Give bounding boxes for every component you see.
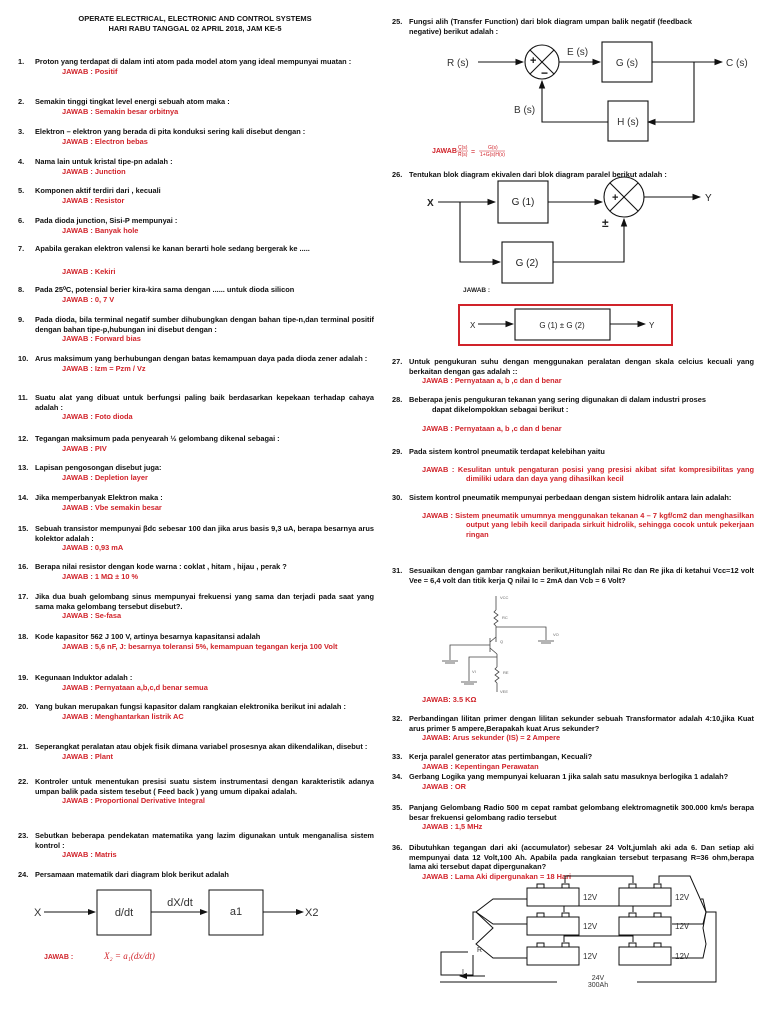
re-label: RE xyxy=(503,670,509,675)
title-line-2: HARI RABU TANGGAL 02 APRIL 2018, JAM KE-5 xyxy=(108,24,282,33)
q26-block2-label: G (2) xyxy=(515,258,539,269)
question-number: 5. xyxy=(18,186,25,195)
question-item xyxy=(392,170,752,180)
lhs-numerator: C(s) xyxy=(458,145,468,151)
rhs-denominator: 1+G(s)H(s) xyxy=(480,152,505,158)
question-item xyxy=(392,395,754,434)
question-number: 31. xyxy=(392,566,403,575)
question-number: 4. xyxy=(18,157,25,166)
question-item xyxy=(18,673,374,692)
battery xyxy=(527,913,598,935)
question-text: Perbandingan lilitan primer dengan lilitan sekunder sebuah Transformator adalah 4:10,jika Kuat arus primer 5 ampere,Berapakah kuat Arus sekunder? xyxy=(409,714,754,733)
question-number: 17. xyxy=(18,592,29,601)
question-number: 23. xyxy=(18,831,29,840)
answer-text: JAWAB : Depletion layer xyxy=(62,472,148,482)
question-text: Sebuah transistor mempunyai βdc sebesar 100 dan jika arus basis 9,3 uA, berapa besarnya arus kolektor adalah : xyxy=(35,524,374,543)
question-item xyxy=(392,357,754,386)
question-number: 8. xyxy=(18,285,25,294)
question-item xyxy=(18,592,374,621)
plusminus-sign: ± xyxy=(602,216,609,230)
q26-answer-block: G (1) ± G (2) xyxy=(539,321,585,330)
q25-input-label: R (s) xyxy=(447,58,469,69)
q26-block1-label: G (1) xyxy=(511,197,535,208)
q26-answer-output: Y xyxy=(649,321,655,330)
question-item xyxy=(18,632,374,651)
question-item xyxy=(18,493,374,512)
question-item xyxy=(18,742,374,761)
g1-block xyxy=(498,181,548,223)
question-item xyxy=(18,285,374,304)
q26-input-label: X xyxy=(427,198,434,209)
question-number: 30. xyxy=(392,493,403,502)
q24-equation: X₂ = a₁(dx/dt) xyxy=(104,951,155,961)
battery xyxy=(527,884,598,906)
question-item xyxy=(392,752,754,771)
question-text: Lapisan pengosongan disebut juga: xyxy=(35,463,162,472)
plus-sign: + xyxy=(530,55,537,67)
battery-group xyxy=(527,884,690,965)
question-number: 27. xyxy=(392,357,403,366)
q24-mid-label: dX/dt xyxy=(167,897,193,909)
question-text: Kegunaan Induktor adalah : xyxy=(35,673,133,682)
question-text: Pada dioda, bila terminal negatif sumber dihubungkan dengan bahan tipe-n,dan terminal positif dengan bahan tipe-p,hubungan ini disebut dengan : xyxy=(35,315,374,334)
question-text: Persamaan matematik dari diagram blok berikut adalah xyxy=(35,870,229,879)
question-number: 28. xyxy=(392,395,403,404)
question-text: Nama lain untuk kristal tipe-pn adalah : xyxy=(35,157,173,166)
answer-text: JAWAB : Semakin besar orbitnya xyxy=(62,106,179,116)
question-number: 16. xyxy=(18,562,29,571)
battery-voltage-label: 12V xyxy=(675,952,690,961)
combined-block xyxy=(515,309,610,340)
answer-text: JAWAB : Kesulitan untuk pengaturan posisi yang presisi akibat sifat kompresibilitas yang dimiliki udara dan daya yang dihasilkan kecil xyxy=(422,464,754,484)
lhs-denominator: R(s) xyxy=(458,152,468,158)
question-text: Kontroler untuk menentukan presisi suatu sistem instrumentasi dengan karakteristik adanya umpan balik pada sistem tesebut ( Feed back ) yang umum dipakai adalah. xyxy=(35,777,374,796)
vcc-label: VCC xyxy=(500,595,509,600)
answer-text: JAWAB : Vbe semakin besar xyxy=(62,502,162,512)
q24-diagram xyxy=(44,890,303,935)
q26-diagram xyxy=(438,177,700,345)
answer-text: JAWAB : OR xyxy=(422,781,466,791)
question-item xyxy=(18,157,374,176)
question-number: 15. xyxy=(18,524,29,533)
q26-answer-input: X xyxy=(470,321,476,330)
answer-text: JAWAB : Matris xyxy=(62,850,117,860)
minus-sign: − xyxy=(541,66,549,80)
question-text: Jika dua buah gelombang sinus mempunyai frekuensi yang sama dan terjadi pada saat yang sama maka gelombang tersebut disebut?. xyxy=(35,592,374,611)
question-number: 11. xyxy=(18,393,28,402)
question-item xyxy=(18,702,374,721)
question-number: 2. xyxy=(18,97,25,106)
g-block xyxy=(602,42,652,82)
question-text: Berapa nilai resistor dengan kode warna : coklat , hitam , hijau , perak ? xyxy=(35,562,287,571)
answer-text: JAWAB : Pernyataan a, b ,c dan d benar xyxy=(422,424,562,434)
answer-text: JAWAB : 5,6 nF, J: besarnya toleransi 5%, kemampuan tegangan kerja 100 Volt xyxy=(62,641,338,651)
question-text: Arus maksimum yang berhubungan dengan batas kemampuan daya pada dioda zener adalah : xyxy=(35,354,368,363)
question-item xyxy=(18,354,374,373)
question-item xyxy=(18,244,374,276)
title-line-1: OPERATE ELECTRICAL, ELECTRONIC AND CONTROL SYSTEMS xyxy=(78,14,312,23)
g2-block xyxy=(502,242,553,283)
q25-output-label: C (s) xyxy=(726,58,748,69)
question-item xyxy=(392,493,754,539)
question-item xyxy=(18,127,374,146)
question-text: Untuk pengukuran suhu dengan menggunakan peralatan dengan skala celcius kecuali yang berkaitan dengan gas adalah :: xyxy=(409,357,754,376)
question-text: Seperangkat peralatan atau objek fisik dimana variabel prosesnya akan dikendalikan, disebut : xyxy=(35,742,368,751)
answer-text: JAWAB : Izm = Pzm / Vz xyxy=(62,363,146,373)
q24-block2-label: a1 xyxy=(229,906,243,918)
summing-junction xyxy=(525,45,559,79)
answer-text: JAWAB : Sistem pneumatik umumnya menggunakan tekanan 4 – 7 kgf/cm2 dan menghasilkan output yang lebih kecil daripada sirkuit hidrolik, sehingga cocok untuk pekerjaan ringan xyxy=(422,510,754,539)
question-text: Semakin tinggi tingkat level energi sebuah atom maka : xyxy=(35,97,230,106)
svg-text:=: = xyxy=(471,149,476,156)
question-item xyxy=(18,97,374,116)
question-number: 10. xyxy=(18,354,29,363)
question-item xyxy=(18,463,374,482)
answer-text: JAWAB : Foto dioda xyxy=(62,412,133,422)
answer-text: JAWAB : Lama Aki dipergunakan = 18 Hari xyxy=(422,871,572,881)
q-label: Q xyxy=(500,639,504,644)
vee-label: VEE xyxy=(500,689,509,694)
answer-text: JAWAB : Menghantarkan listrik AC xyxy=(62,711,184,721)
answer-text: JAWAB : 0,93 mA xyxy=(62,543,124,553)
question-item xyxy=(18,831,374,860)
answer-text: JAWAB : 1,5 MHz xyxy=(422,822,483,832)
battery-voltage-label: 12V xyxy=(583,893,598,902)
question-number: 26. xyxy=(392,170,403,179)
answer-text: JAWAB : Resistor xyxy=(62,195,125,205)
vo-label: VO xyxy=(553,632,559,637)
question-text: Elektron – elektron yang berada di pita konduksi sering kali disebut dengan : xyxy=(35,127,306,136)
answer-text: JAWAB : 1 MΩ ± 10 % xyxy=(62,571,139,581)
plus-sign: + xyxy=(612,192,619,204)
question-item xyxy=(18,393,374,422)
answer-text: JAWAB : PIV xyxy=(62,443,107,453)
battery xyxy=(619,884,690,906)
rating-voltage: 24V xyxy=(591,975,605,982)
summing-junction-parallel xyxy=(604,177,644,217)
q25-diagram xyxy=(478,42,722,141)
question-text: Beberapa jenis pengukuran tekanan yang sering digunakan di dalam industri proses xyxy=(409,395,706,404)
q26-output-label: Y xyxy=(705,193,712,204)
question-text: Kode kapasitor 562 J 100 V, artinya besarnya kapasitansi adalah xyxy=(35,632,261,641)
answer-text: JAWAB : Se-fasa xyxy=(62,611,122,621)
question-text: Tegangan maksimum pada penyearah ½ gelombang dikenal sebagai : xyxy=(35,434,280,443)
question-text: Pada sistem kontrol pneumatik terdapat kelebihan yaitu xyxy=(409,447,605,456)
question-text: Yang bukan merupakan fungsi kapasitor dalam rangkaian elektronika berikut ini adalah : xyxy=(35,702,346,711)
question-text: Kerja paralel generator atas pertimbangan, Kecuali? xyxy=(409,752,593,761)
battery xyxy=(619,913,690,935)
answer-text: JAWAB : Pernyataan a,b,c,d benar semua xyxy=(62,682,208,692)
question-number: 19. xyxy=(18,673,29,682)
question-number: 21. xyxy=(18,742,29,751)
question-item xyxy=(392,803,754,832)
question-item xyxy=(18,186,374,205)
answer-text: JAWAB : Plant xyxy=(62,751,113,761)
q24-input-label: X xyxy=(34,907,42,919)
question-number: 34. xyxy=(392,772,403,781)
question-text: Suatu alat yang dibuat untuk berfungsi paling baik berdasarkan kepekaan terhadap cahaya adalah : xyxy=(35,393,374,412)
question-text: Pada 25⁰C, potensial berier kira-kira sama dengan ...... untuk dioda silicon xyxy=(35,285,295,294)
vi-label: VI xyxy=(472,669,476,674)
rhs-numerator: G(s) xyxy=(488,145,498,151)
question-text: Sebutkan beberapa pendekatan matematika yang lazim digunakan untuk menganalisa sistem kontrol : xyxy=(35,831,374,850)
question-number: 12. xyxy=(18,434,29,443)
question-subtext: dapat dikelompokkan sebagai berikut : xyxy=(432,404,569,414)
question-item xyxy=(18,777,374,806)
battery xyxy=(527,943,598,965)
current-label: I xyxy=(462,969,464,976)
answer-text: JAWAB : Proportional Derivative Integral xyxy=(62,796,205,806)
battery-voltage-label: 12V xyxy=(583,922,598,931)
question-text: Gerbang Logika yang mempunyai keluaran 1 jika salah satu masuknya berlogika 1 adalah? xyxy=(409,772,729,781)
answer-text: JAWAB : Electron bebas xyxy=(62,136,148,146)
resistor-label: R xyxy=(477,947,483,954)
d-dt-block xyxy=(97,890,151,935)
question-number: 14. xyxy=(18,493,29,502)
q25-feedback-label: H (s) xyxy=(617,117,639,128)
q36-battery-circuit xyxy=(440,876,716,982)
question-text: Jika memperbanyak Elektron maka : xyxy=(35,493,163,502)
question-number: 22. xyxy=(18,777,29,786)
document-title xyxy=(40,14,350,34)
question-text: Komponen aktif terdiri dari , kecuali xyxy=(35,186,161,195)
question-text: Pada dioda junction, Sisi-P mempunyai : xyxy=(35,216,178,225)
q24-output-label: X2 xyxy=(305,907,319,919)
h-block xyxy=(608,101,648,141)
question-item xyxy=(18,562,374,581)
question-number: 33. xyxy=(392,752,403,761)
q26-answer-label: JAWAB : xyxy=(463,287,491,294)
q25-error-label: E (s) xyxy=(567,47,589,58)
question-number: 9. xyxy=(18,315,25,324)
battery-voltage-label: 12V xyxy=(583,952,598,961)
question-text: Apabila gerakan elektron valensi ke kanan berarti hole sedang bergerak ke ..... xyxy=(35,244,310,253)
question-number: 36. xyxy=(392,843,403,852)
question-number: 24. xyxy=(18,870,29,879)
a1-block xyxy=(209,890,263,935)
question-number: 13. xyxy=(18,463,29,472)
q24-answer-label: JAWAB : xyxy=(44,954,74,961)
answer-text: JAWAB: 3.5 KΩ xyxy=(422,695,477,705)
question-item xyxy=(18,870,374,880)
question-text: Fungsi alih (Transfer Function) dari blok diagram umpan balik negatif (feedback negative) berikut adalah : xyxy=(409,17,692,36)
question-item xyxy=(392,843,754,881)
q25-feedback-signal-label: B (s) xyxy=(514,105,536,116)
answer-box xyxy=(459,305,672,345)
rc-label: RC xyxy=(502,615,508,620)
battery-voltage-label: 12V xyxy=(675,893,690,902)
answer-text: JAWAB : Pernyataan a, b ,c dan d benar xyxy=(422,376,562,386)
question-item xyxy=(18,315,374,344)
question-item xyxy=(18,216,374,235)
battery-voltage-label: 12V xyxy=(675,922,690,931)
question-text: Tentukan blok diagram ekivalen dari blok diagram paralel berikut adalah : xyxy=(409,170,667,179)
question-item xyxy=(18,434,374,453)
answer-text: JAWAB: Arus sekunder (IS) = 2 Ampere xyxy=(422,733,561,743)
answer-text: JAWAB : Kekiri xyxy=(62,266,116,276)
question-number: 18. xyxy=(18,632,29,641)
question-number: 3. xyxy=(18,127,25,136)
question-number: 7. xyxy=(18,244,25,253)
q24-block1-label: d/dt xyxy=(114,907,134,919)
question-text: Sesuaikan dengan gambar rangkaian berikut,Hitunglah nilai Rc dan Re jika di ketahui Vcc=12 volt Vee = 6,4 volt dan titik kerja Q nilai Ic = 2mA dan Vcb = 6 Volt? xyxy=(409,566,754,585)
answer-text: JAWAB : Positif xyxy=(62,66,118,76)
question-item xyxy=(392,714,754,743)
answer-text: JAWAB : Kepentingan Perawatan xyxy=(422,761,539,771)
question-item xyxy=(392,447,754,484)
question-item xyxy=(18,57,374,76)
question-number: 25. xyxy=(392,17,403,26)
question-text: Sistem kontrol pneumatik mempunyai perbedaan dengan sistem hidrolik antara lain adalah: xyxy=(409,493,732,502)
question-item xyxy=(392,772,754,791)
rating-capacity: 300Ah xyxy=(587,982,609,989)
question-number: 29. xyxy=(392,447,403,456)
question-number: 6. xyxy=(18,216,25,225)
question-text: Proton yang terdapat di dalam inti atom pada model atom yang ideal mempunyai muatan : xyxy=(35,57,352,66)
question-number: 32. xyxy=(392,714,403,723)
question-number: 20. xyxy=(18,702,29,711)
answer-text: JAWAB : 0, 7 V xyxy=(62,294,115,304)
answer-text: JAWAB : Forward bias xyxy=(62,334,141,344)
question-item xyxy=(392,566,754,705)
q25-answer-label: JAWAB : xyxy=(432,148,462,155)
question-text: Dibutuhkan tegangan dari aki (accumulator) sebesar 24 Volt,jumlah aki ada 6. Dan setiap aki mempunyai data 12 Volt,100 Ah. Apabila pada rangkaian tersebut terpasang R=36 ohm,berapa lama aki tersebut dapat dipergunakan? xyxy=(409,843,754,872)
answer-text: JAWAB : Banyak hole xyxy=(62,225,139,235)
question-item xyxy=(392,17,692,36)
question-text: Panjang Gelombang Radio 500 m cepat rambat gelombang elektromagnetik 300.000 km/s berapa besar frekuensi gelombang radio tersebut xyxy=(409,803,754,822)
q25-forward-label: G (s) xyxy=(615,58,639,69)
question-item xyxy=(18,524,374,553)
answer-text: JAWAB : Junction xyxy=(62,166,126,176)
battery xyxy=(619,943,690,965)
question-number: 35. xyxy=(392,803,403,812)
question-number: 1. xyxy=(18,57,25,66)
